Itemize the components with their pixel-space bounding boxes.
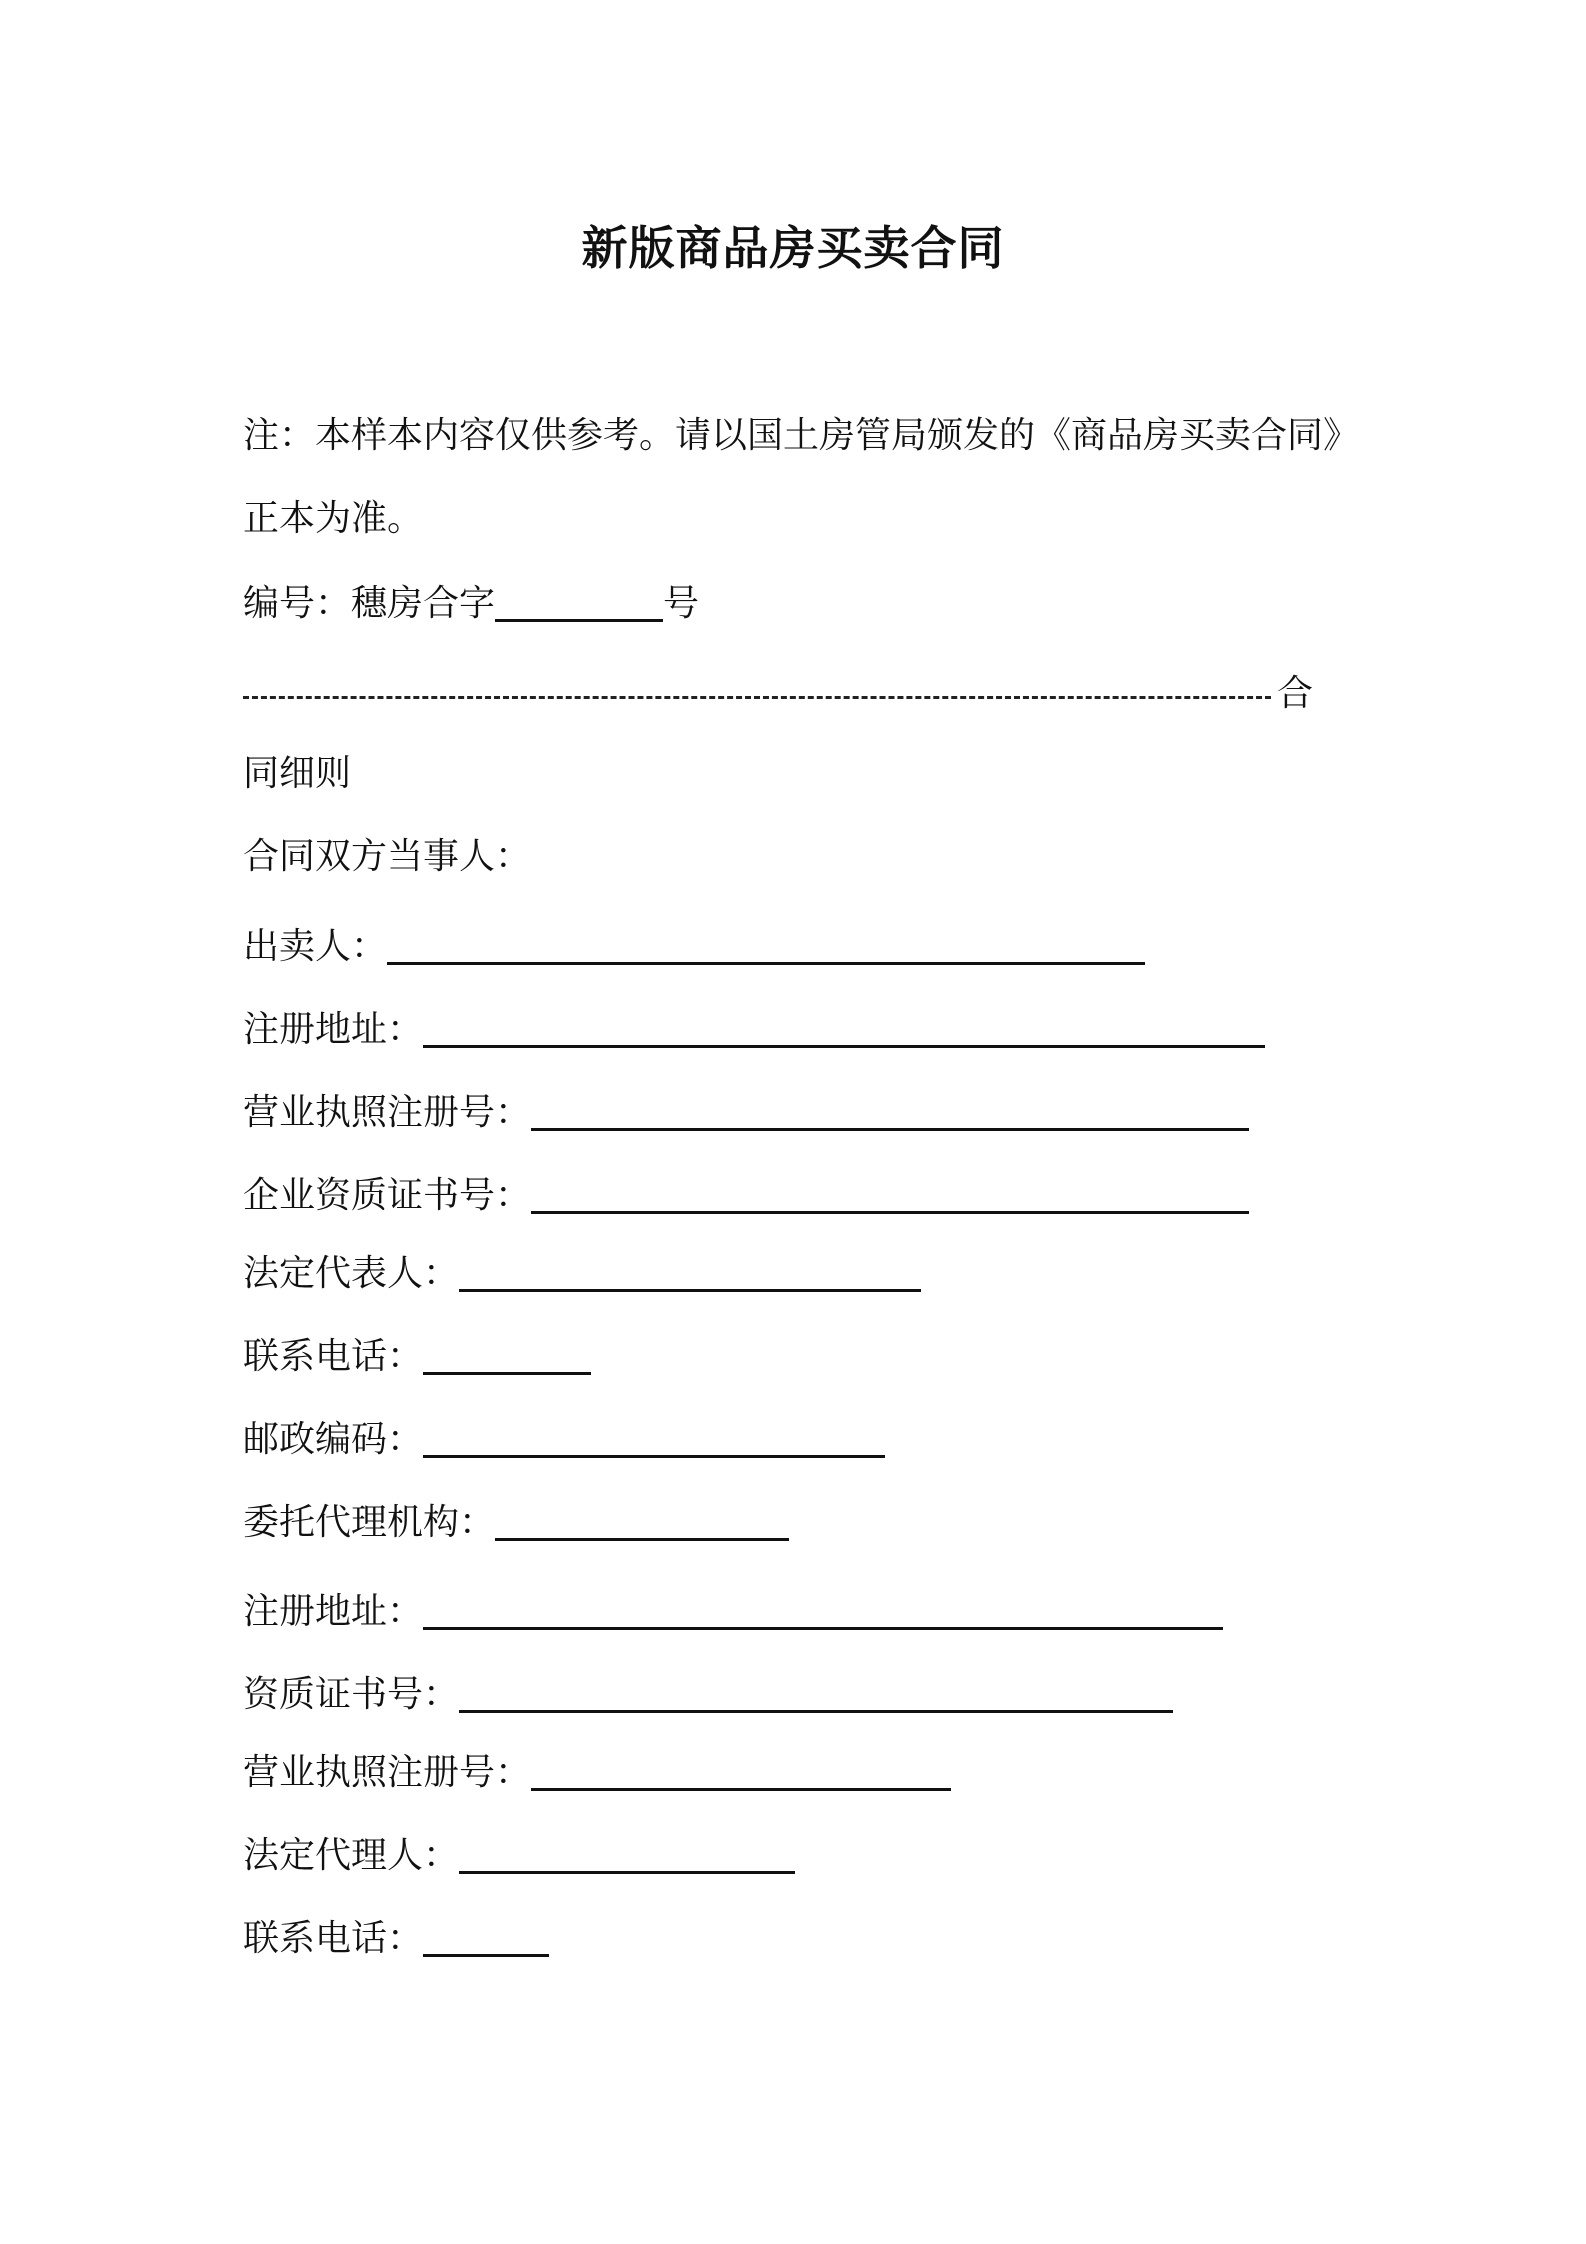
field-business-license (243, 1091, 1249, 1135)
field-blank[interactable] (531, 1754, 951, 1791)
divider-row (243, 672, 1313, 716)
field-label: 委托代理机构： (243, 1502, 496, 1543)
field-agency-phone (243, 1917, 549, 1961)
field-blank[interactable] (423, 1011, 1265, 1048)
field-label: 企业资质证书号： (243, 1175, 532, 1216)
field-blank[interactable] (459, 1837, 795, 1874)
divider-tail-text: 合 (1276, 673, 1313, 714)
contract-number-blank[interactable] (495, 585, 663, 622)
field-legal-representative (243, 1252, 921, 1296)
field-label: 营业执照注册号： (243, 1752, 532, 1793)
note-line-2: 正本为准。 (243, 498, 424, 539)
field-label: 联系电话： (243, 1336, 424, 1377)
parties-heading: 合同双方当事人： (243, 836, 532, 877)
field-legal-agent (243, 1834, 795, 1878)
field-blank[interactable] (495, 1504, 789, 1541)
contract-number-row (243, 582, 699, 626)
field-label: 营业执照注册号： (243, 1092, 532, 1133)
field-label: 出卖人： (243, 926, 388, 967)
contract-number-label: 编号：穗房合字 (243, 583, 496, 624)
field-label: 注册地址： (243, 1591, 424, 1632)
field-blank[interactable] (531, 1094, 1249, 1131)
field-label: 法定代表人： (243, 1253, 460, 1294)
field-phone (243, 1335, 591, 1379)
field-blank[interactable] (531, 1177, 1249, 1214)
field-agency-address (243, 1590, 1223, 1634)
field-qualification-cert (243, 1174, 1249, 1218)
field-blank[interactable] (459, 1676, 1173, 1713)
field-label: 邮政编码： (243, 1419, 424, 1460)
field-agency (243, 1501, 789, 1545)
document-title: 新版商品房买卖合同 (581, 221, 1005, 275)
field-label: 注册地址： (243, 1009, 424, 1050)
field-label: 资质证书号： (243, 1674, 460, 1715)
field-blank[interactable] (423, 1421, 885, 1458)
field-agency-qualification (243, 1673, 1173, 1717)
field-seller (243, 925, 1145, 969)
field-registered-address (243, 1008, 1265, 1052)
field-blank[interactable] (459, 1255, 921, 1292)
section-heading: 同细则 (243, 753, 352, 794)
field-label: 法定代理人： (243, 1835, 460, 1876)
note-line-1: 注：本样本内容仅供参考。请以国土房管局颁发的《商品房买卖合同》 (243, 415, 1360, 456)
field-blank[interactable] (387, 928, 1145, 965)
field-label: 联系电话： (243, 1918, 424, 1959)
field-agency-license (243, 1751, 951, 1795)
field-postal-code (243, 1418, 885, 1462)
field-blank[interactable] (423, 1920, 549, 1957)
field-blank[interactable] (423, 1338, 591, 1375)
dashed-divider (243, 696, 1271, 699)
field-blank[interactable] (423, 1593, 1223, 1630)
contract-number-suffix: 号 (663, 583, 700, 624)
